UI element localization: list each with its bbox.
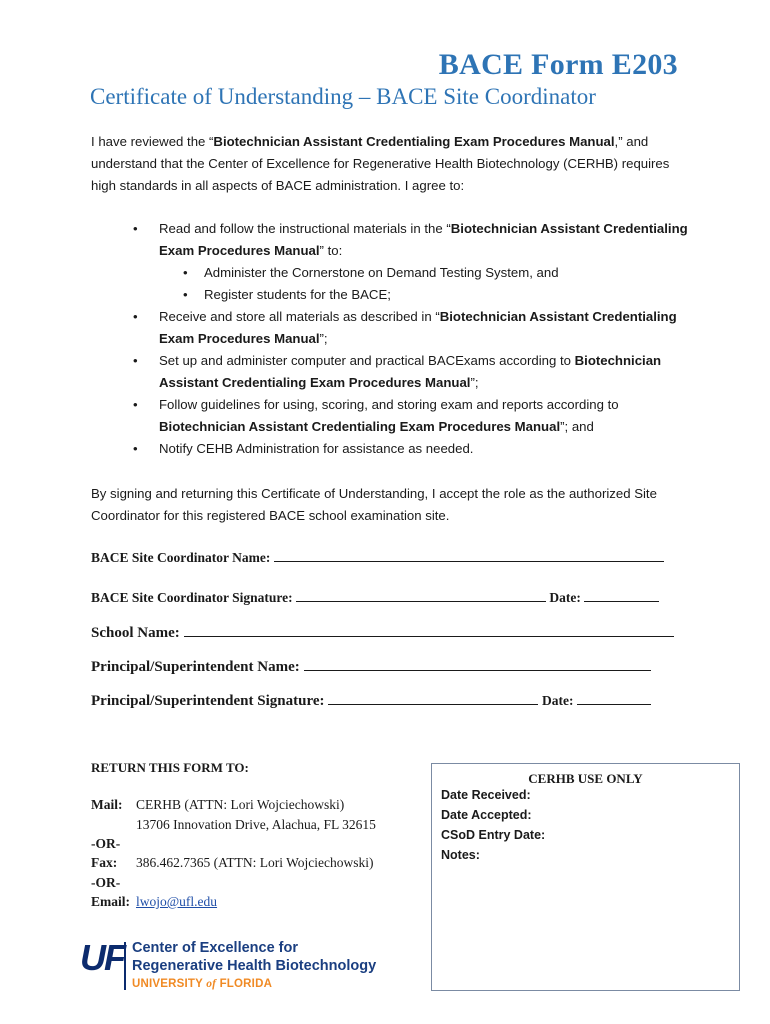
bullet-icon: • (183, 265, 188, 280)
bullet-icon: • (133, 397, 138, 412)
list-item: • Notify CEHB Administration for assistance as needed. (91, 438, 691, 460)
coordinator-signature-row (91, 589, 659, 606)
school-name-field[interactable] (184, 624, 674, 637)
email-row (91, 894, 217, 910)
principal-name-row (91, 658, 651, 676)
principal-name-label: Principal/Superintendent Name: (91, 659, 300, 675)
email-link[interactable]: lwojo@ufl.edu (136, 894, 218, 909)
principal-date-label: Date: (542, 693, 574, 708)
mail-label: Mail: (91, 797, 123, 812)
bullet-icon: • (133, 221, 138, 236)
mail-row (91, 797, 344, 813)
coordinator-name-field[interactable] (274, 549, 664, 562)
form-title: BACE Form E203 (438, 48, 678, 81)
sub-list-item: • Register students for the BACE; (91, 284, 691, 306)
uf-logo-icon: UF (80, 937, 124, 978)
list-item: • Receive and store all materials as described in “Biotechnician Assistant Credentialing Exam Procedures Manual”; (91, 306, 691, 350)
return-heading: RETURN THIS FORM TO: (91, 760, 249, 775)
coordinator-name-row (91, 549, 664, 566)
manual-title: Biotechnician Assistant Credentialing Exam Procedures Manual (213, 134, 615, 149)
logo-line-2: Regenerative Health Biotechnology (132, 958, 377, 974)
school-name-label: School Name: (91, 625, 180, 641)
list-item: • Set up and administer computer and practical BACExams according to Biotechnician Assistant Credentialing Exam Procedures Manual”; (91, 350, 691, 394)
principal-signature-field[interactable] (328, 692, 538, 705)
or-separator: -OR- (91, 875, 121, 890)
date-accepted-label: Date Accepted: (441, 808, 532, 822)
fax-row (91, 855, 374, 871)
principal-date-field[interactable] (577, 692, 651, 705)
bullet-icon: • (183, 287, 188, 302)
bullet-icon: • (133, 353, 138, 368)
intro-paragraph: I have reviewed the “Biotechnician Assistant Credentialing Exam Procedures Manual,” and understand that the Center of Excellence for Regenerative Health Biotechnology (CERHB) requires high standards in all aspects of BACE administration. I agree to: (91, 134, 670, 193)
principal-signature-row (91, 692, 651, 710)
cerhb-logo (80, 938, 380, 994)
principal-name-field[interactable] (304, 658, 651, 671)
acceptance-paragraph: By signing and returning this Certificate of Understanding, I accept the role as the authorized Site Coordinator for this registered BACE school examination site. (91, 486, 657, 523)
list-item: • Follow guidelines for using, scoring, and storing exam and reports according to Biotechnician Assistant Credentialing Exam Procedures Manual”; and (91, 394, 691, 438)
coordinator-date-label: Date: (549, 590, 581, 605)
list-item: • Read and follow the instructional materials in the “Biotechnician Assistant Credentialing Exam Procedures Manual” to: (91, 218, 691, 262)
bullet-icon: • (133, 441, 138, 456)
office-use-box (431, 763, 740, 991)
principal-signature-label: Principal/Superintendent Signature: (91, 693, 325, 709)
mail-line-2: 13706 Innovation Drive, Alachua, FL 32615 (136, 817, 376, 832)
notes-label: Notes: (441, 848, 480, 862)
mail-line-1: CERHB (ATTN: Lori Wojciechowski) (136, 797, 345, 812)
agreement-list (91, 218, 691, 460)
date-received-label: Date Received: (441, 788, 531, 802)
logo-line-1: Center of Excellence for (132, 940, 298, 956)
sub-list-item: • Administer the Cornerstone on Demand Testing System, and (91, 262, 691, 284)
coordinator-name-label: BACE Site Coordinator Name: (91, 550, 271, 565)
or-separator: -OR- (91, 836, 121, 851)
logo-line-3: UNIVERSITY of FLORIDA (132, 978, 273, 990)
coordinator-signature-label: BACE Site Coordinator Signature: (91, 590, 293, 605)
school-name-row (91, 624, 674, 642)
email-label: Email: (91, 894, 130, 909)
office-use-title: CERHB USE ONLY (528, 771, 643, 786)
coordinator-signature-field[interactable] (296, 589, 546, 602)
fax-value: 386.462.7365 (ATTN: Lori Wojciechowski) (136, 855, 374, 870)
coordinator-date-field[interactable] (584, 589, 659, 602)
logo-divider (124, 942, 126, 990)
form-subtitle: Certificate of Understanding – BACE Site Coordinator (90, 84, 596, 109)
fax-label: Fax: (91, 855, 118, 870)
bullet-icon: • (133, 309, 138, 324)
csod-entry-label: CSoD Entry Date: (441, 828, 546, 842)
